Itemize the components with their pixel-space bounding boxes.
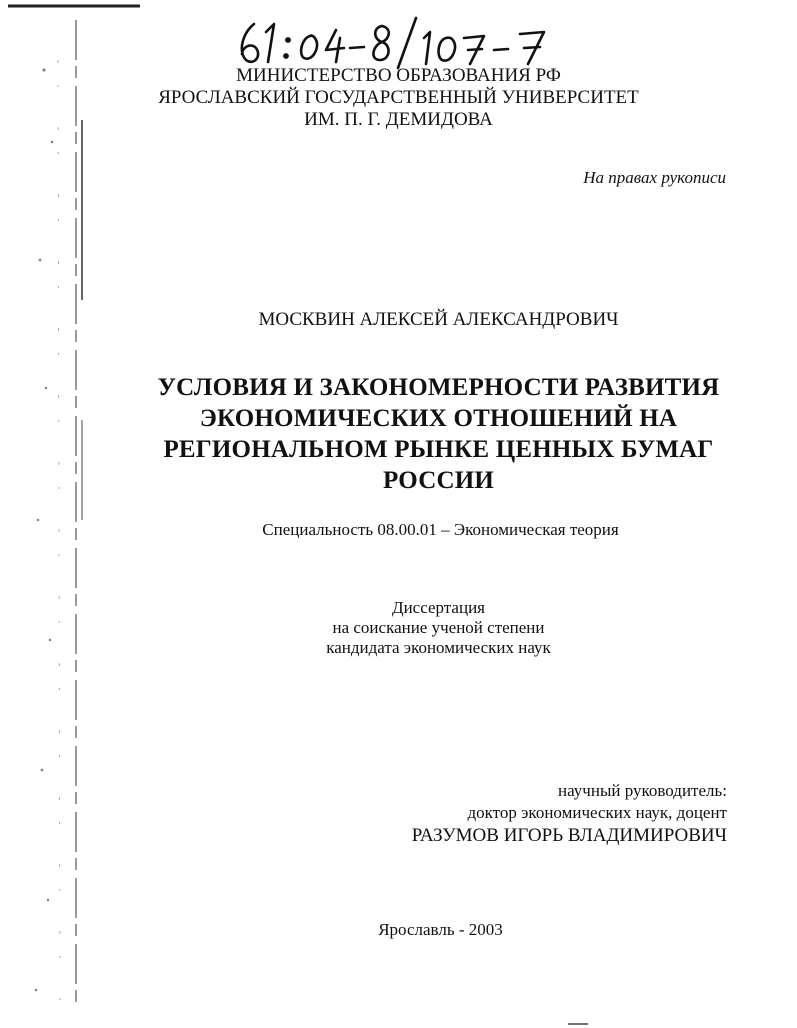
dissertation-line: Диссертация	[391, 598, 485, 617]
named-after-heading: ИМ. П. Г. ДЕМИДОВА	[304, 109, 493, 130]
dissertation-title	[40, 372, 797, 496]
dissertation-line: кандидата экономических наук	[326, 638, 551, 657]
advisor-name: РАЗУМОВ ИГОРЬ ВЛАДИМИРОВИЧ	[411, 825, 727, 846]
advisor-degree: доктор экономических наук, доцент	[467, 803, 727, 822]
author-name: МОСКВИН АЛЕКСЕЙ АЛЕКСАНДРОВИЧ	[258, 309, 619, 330]
city-year: Ярославль - 2003	[378, 920, 503, 939]
ministry-heading: МИНИСТЕРСТВО ОБРАЗОВАНИЯ РФ	[236, 65, 561, 86]
advisor-block	[412, 780, 727, 848]
dissertation-purpose	[40, 598, 797, 658]
title-line: УСЛОВИЯ И ЗАКОНОМЕРНОСТИ РАЗВИТИЯ	[157, 374, 720, 401]
title-line: ЭКОНОМИЧЕСКИХ ОТНОШЕНИЙ НА	[199, 405, 678, 432]
title-line: РЕГИОНАЛЬНОМ РЫНКЕ ЦЕННЫХ БУМАГ	[163, 436, 714, 463]
dissertation-line: на соискание ученой степени	[332, 618, 545, 637]
university-heading: ЯРОСЛАВСКИЙ ГОСУДАРСТВЕННЫЙ УНИВЕРСИТЕТ	[158, 87, 639, 108]
advisor-label: научный руководитель:	[558, 781, 727, 800]
title-line: РОССИИ	[382, 467, 495, 494]
specialty-line: Специальность 08.00.01 – Экономическая теория	[262, 520, 619, 539]
rights-note: На правах рукописи	[583, 168, 726, 187]
handwritten-archive-code	[232, 12, 552, 72]
